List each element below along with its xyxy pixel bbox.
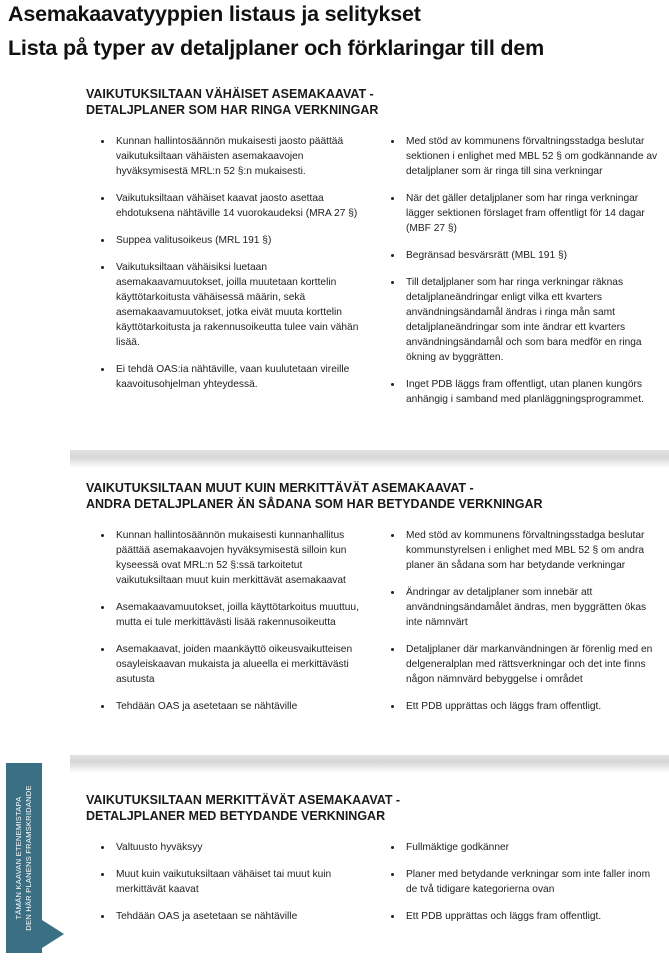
side-tab-label-finnish: TÄMÄN KAAVAN ETENEMISTAPA [14, 796, 23, 920]
list-item: Detaljplaner där markanvändningen är förenlig med en delgeneralplan med rättsverkningar och det inte finns någon nämnvärd bebyggelse i området [386, 642, 658, 687]
side-tab-arrow-icon [42, 920, 64, 948]
section-heading-finnish: VAIKUTUKSILTAAN MERKITTÄVÄT ASEMAKAAVAT - [86, 793, 401, 807]
list-item: Till detaljplaner som har ringa verkningar räknas detaljplaneändringar enligt vilka ett kvarters användningsändamål ändras i ringa mån samt detaljplaneändringar som inte ändrar ett kvarters användningsändamål och som bara medför en ringa ökning av byggrätten. [386, 275, 658, 365]
list-item: Vaikutuksiltaan vähäiset kaavat jaosto asettaa ehdotuksena nähtäville 14 vuorokaudeksi (MRA 27 §) [96, 191, 368, 221]
list-item: Kunnan hallintosäännön mukaisesti jaosto päättää vaikutuksiltaan vähäisten asemakaavojen hyväksymisestä MRL:n 52 §:n mukaisesti. [96, 134, 368, 179]
section-non-significant-impact [86, 480, 660, 712]
list-item: Med stöd av kommunens förvaltningsstadga beslutar sektionen i enlighet med MBL 52 § om godkännande av detaljplaner som är ringa till sina verkningar [386, 134, 658, 179]
list-item: Muut kuin vaikutuksiltaan vähäiset tai muut kuin merkittävät kaavat [96, 867, 368, 897]
section-heading [86, 792, 660, 824]
section-heading [86, 86, 660, 118]
page-title-finnish: Asemakaavatyyppien listaus ja selitykset [8, 2, 421, 26]
swedish-column [386, 134, 658, 419]
list-item: När det gäller detaljplaner som har ringa verkningar lägger sektionen förslaget fram offentligt för 14 dagar (MBF 27 §) [386, 191, 658, 236]
list-item: Tehdään OAS ja asetetaan se nähtäville [96, 909, 368, 924]
list-item: Ei tehdä OAS:ia nähtäville, vaan kuulutetaan vireille kaavoitusohjelman yhteydessä. [96, 362, 368, 392]
list-item: Fullmäktige godkänner [386, 840, 658, 855]
section-heading-swedish: DETALJPLANER SOM HAR RINGA VERKNINGAR [86, 103, 379, 117]
side-tab-label-swedish: DEN HÄR PLANENS FRAMSKRIDANDE [24, 785, 33, 931]
section-significant-impact [86, 792, 660, 922]
list-item: Valtuusto hyväksyy [96, 840, 368, 855]
list-item: Inget PDB läggs fram offentligt, utan planen kungörs anhängig i samband med planläggningsprogrammet. [386, 377, 658, 407]
list-item: Ett PDB upprättas och läggs fram offentligt. [386, 699, 658, 714]
finnish-column [96, 840, 368, 936]
section-divider [70, 755, 669, 773]
finnish-column [96, 134, 368, 404]
side-tab-label [14, 758, 34, 958]
list-item: Tehdään OAS ja asetetaan se nähtäville [96, 699, 368, 714]
section-heading [86, 480, 660, 512]
finnish-column [96, 528, 368, 726]
list-item: Planer med betydande verkningar som inte faller inom de två tidigare kategorierna ovan [386, 867, 658, 897]
list-item: Vaikutuksiltaan vähäisiksi luetaan asemakaavamuutokset, joilla muutetaan korttelin käyttötarkoitusta vähäisessä määrin, sekä asemakaavamuutokset, jotka eivät muuta korttelin käyttötarkoitusta ja rakennusoikeutta tulee vain vähän lisää. [96, 260, 368, 350]
section-divider [70, 450, 669, 468]
swedish-column [386, 528, 658, 726]
section-heading-swedish: DETALJPLANER MED BETYDANDE VERKNINGAR [86, 809, 386, 823]
list-item: Med stöd av kommunens förvaltningsstadga beslutar kommunstyrelsen i enlighet med MBL 52 § om andra planer än sådana som har betydande verkningar [386, 528, 658, 573]
list-item: Asemakaavamuutokset, joilla käyttötarkoitus muuttuu, mutta ei tule merkittävästi lisää rakennusoikeutta [96, 600, 368, 630]
section-minor-impact [86, 86, 660, 405]
section-heading-swedish: ANDRA DETALJPLANER ÄN SÅDANA SOM HAR BETYDANDE VERKNINGAR [86, 497, 543, 511]
section-heading-finnish: VAIKUTUKSILTAAN MUUT KUIN MERKITTÄVÄT ASEMAKAAVAT - [86, 481, 474, 495]
page-title-swedish: Lista på typer av detaljplaner och förklaringar till dem [8, 36, 545, 60]
list-item: Suppea valitusoikeus (MRL 191 §) [96, 233, 368, 248]
list-item: Ett PDB upprättas och läggs fram offentligt. [386, 909, 658, 924]
list-item: Begränsad besvärsrätt (MBL 191 §) [386, 248, 658, 263]
section-heading-finnish: VAIKUTUKSILTAAN VÄHÄISET ASEMAKAAVAT - [86, 87, 374, 101]
list-item: Kunnan hallintosäännön mukaisesti kunnanhallitus päättää asemakaavojen hyväksymisestä silloin kun kyseessä ovat MRL:n 52 §:ssä tarkoitetut vaikutuksiltaan muut kuin merkittävät asemakaavat [96, 528, 368, 588]
swedish-column [386, 840, 658, 936]
list-item: Ändringar av detaljplaner som innebär att användningsändamålet ändras, men byggrätten ökas inte nämnvärt [386, 585, 658, 630]
list-item: Asemakaavat, joiden maankäyttö oikeusvaikutteisen osayleiskaavan mukaista ja alueella ei merkittävästi asutusta [96, 642, 368, 687]
